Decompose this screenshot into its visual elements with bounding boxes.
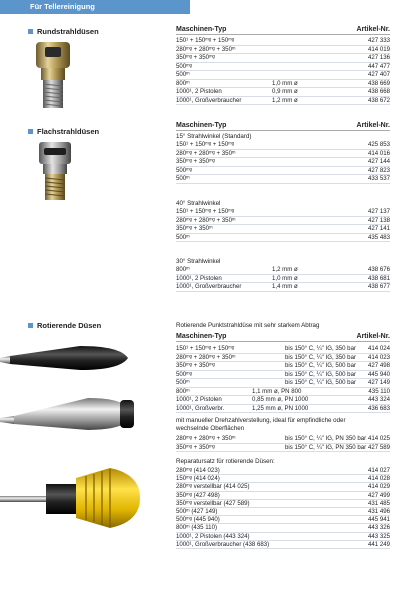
cell-c1: 1000¹, Großverbraucher bbox=[176, 96, 242, 104]
cell-c1: 800ᵐ (435 110) bbox=[176, 524, 217, 532]
table-row bbox=[176, 362, 390, 371]
cell-c1: 800ᵐ bbox=[176, 266, 190, 273]
article-number: 438 668 bbox=[367, 88, 390, 96]
cell-c2: 1,0 mm ø bbox=[272, 79, 298, 87]
table-row bbox=[176, 524, 390, 532]
article-number: 427 141 bbox=[367, 225, 390, 233]
article-number: 438 669 bbox=[367, 79, 390, 87]
cell-c1: 500ᵐᵍ bbox=[176, 370, 192, 378]
table-row bbox=[176, 54, 390, 63]
table-row bbox=[176, 167, 390, 176]
cell-c1: 800ᵐ bbox=[176, 79, 190, 87]
cell-c2: 1,4 mm ø bbox=[272, 283, 298, 291]
cell-c1: 500ᵐ bbox=[176, 175, 190, 183]
table-row bbox=[176, 533, 390, 541]
flat-nozzle-subtitle-30: 30° Strahlwinkel bbox=[176, 258, 221, 265]
table-row bbox=[176, 150, 390, 159]
bullet-square-icon bbox=[28, 323, 33, 328]
cell-c1: 280ᵐᵍ + 280ᵐᵍ + 350ᵐ bbox=[176, 353, 236, 361]
cell-c3: bis 150° C, ¼" IG, 500 bar bbox=[285, 370, 356, 378]
section-title-flat-nozzles: Flachstrahldüsen bbox=[28, 127, 99, 136]
table-row bbox=[176, 396, 390, 405]
article-number: 447 477 bbox=[367, 62, 390, 70]
cell-c1: 350ᵐᵍ + 350ᵐᵍ bbox=[176, 362, 215, 370]
table-row bbox=[176, 516, 390, 524]
cell-c1: 150ᵐᵍ (414 024) bbox=[176, 475, 220, 483]
flat-nozzle-subtitle-15: 15° Strahlwinkel (Standard) bbox=[176, 133, 252, 140]
cell-c1: 1000¹, 2 Pistolen bbox=[176, 396, 222, 404]
article-number: 427 499 bbox=[367, 491, 390, 499]
table-row bbox=[176, 234, 390, 243]
cell-c2: 0,9 mm ø bbox=[272, 88, 298, 96]
table-row bbox=[176, 266, 390, 275]
article-number: 414 019 bbox=[367, 45, 390, 53]
cell-c2: 1,0 mm ø bbox=[272, 274, 298, 282]
table-row bbox=[176, 88, 390, 97]
adjustable-speed-note: mit manueller Drehzahlverstellung, ideal für empfindliche oder wechselnde Oberflächen bbox=[176, 417, 346, 432]
cell-c1: 280ᵐᵍ (414 023) bbox=[176, 467, 220, 474]
flat-nozzle-subtitle-40: 40° Strahlwinkel bbox=[176, 200, 221, 207]
table-row bbox=[176, 158, 390, 167]
table-row bbox=[176, 225, 390, 234]
cell-c1: 350ᵐᵍ (427 498) bbox=[176, 491, 220, 499]
table-row bbox=[176, 379, 390, 388]
article-number: 427 407 bbox=[367, 71, 390, 79]
table-row bbox=[176, 475, 390, 483]
flat-nozzle-rows-15 bbox=[176, 141, 390, 184]
article-number: 435 110 bbox=[368, 387, 390, 395]
section-title-rotating-nozzles: Rotierende Düsen bbox=[28, 321, 101, 330]
cell-c1: 1000¹, 2 Pistolen (443 324) bbox=[176, 532, 250, 540]
table-row bbox=[176, 354, 390, 363]
article-number: 431 496 bbox=[367, 507, 390, 515]
table-row bbox=[176, 345, 390, 354]
cell-c3: bis 150° C, ¼" IG, PN 350 bar bbox=[285, 443, 367, 451]
cell-c1: 350ᵐᵍ + 350ᵐᵍ bbox=[176, 158, 215, 166]
article-number: 427 149 bbox=[367, 379, 390, 387]
rotating-nozzle-table-header: Maschinen-Typ Artikel-Nr. bbox=[176, 333, 390, 340]
article-number: 438 681 bbox=[367, 274, 390, 282]
article-number: 427 137 bbox=[367, 208, 390, 215]
article-number: 438 677 bbox=[367, 283, 390, 291]
article-number: 443 324 bbox=[367, 396, 390, 404]
article-number: 414 016 bbox=[367, 149, 390, 157]
cell-c3: bis 150° C, ¼" IG, 350 bar bbox=[285, 353, 356, 361]
table-row bbox=[176, 492, 390, 500]
table-row bbox=[176, 508, 390, 516]
article-number: 441 249 bbox=[367, 540, 390, 548]
article-number: 436 683 bbox=[367, 404, 390, 412]
adjustable-nozzle-rows bbox=[176, 435, 390, 452]
cell-c1: 500ᵐ bbox=[176, 233, 190, 241]
article-number: 438 672 bbox=[367, 96, 390, 104]
table-row bbox=[176, 63, 390, 72]
bullet-square-icon bbox=[28, 29, 33, 34]
round-nozzle-rows bbox=[176, 37, 390, 105]
cell-c1: 280ᵐᵍ + 280ᵐᵍ + 350ᵐ bbox=[176, 149, 236, 157]
cell-c1: 1000¹, Großverbr. bbox=[176, 404, 225, 412]
cell-c1: 500ᵐ bbox=[176, 379, 190, 387]
article-number: 425 853 bbox=[367, 141, 390, 148]
cell-c1: 500ᵐᵍ (445 940) bbox=[176, 516, 220, 524]
article-number: 443 325 bbox=[367, 532, 390, 540]
table-row bbox=[176, 175, 390, 184]
table-row bbox=[176, 388, 390, 397]
flat-nozzle-rows-40 bbox=[176, 208, 390, 242]
table-row bbox=[176, 541, 390, 549]
rotating-nozzles-image bbox=[0, 338, 140, 600]
table-row bbox=[176, 80, 390, 89]
cell-c1: 800ᵐ bbox=[176, 387, 190, 395]
cell-c1: 280ᵐᵍ + 280ᵐᵍ + 350ᵐ bbox=[176, 45, 236, 53]
table-row bbox=[176, 283, 390, 292]
article-number: 445 940 bbox=[367, 370, 390, 378]
table-row bbox=[176, 46, 390, 55]
article-number: 427 589 bbox=[367, 443, 390, 451]
cell-c3: bis 150° C, ¼" IG, 500 bar bbox=[285, 379, 356, 387]
flat-nozzle-rows-30 bbox=[176, 266, 390, 292]
cell-c1: 280ᵐᵍ verstellbar (414 025) bbox=[176, 483, 250, 491]
table-row bbox=[176, 405, 390, 414]
article-number: 414 027 bbox=[367, 467, 390, 474]
cell-c1: 350ᵐᵍ + 350ᵐ bbox=[176, 225, 213, 233]
article-number: 443 326 bbox=[367, 524, 390, 532]
article-number: 414 029 bbox=[367, 483, 390, 491]
table-row bbox=[176, 141, 390, 150]
table-row bbox=[176, 275, 390, 284]
round-nozzle-table-header: Maschinen-Typ Artikel-Nr. bbox=[176, 26, 390, 33]
article-number: 427 136 bbox=[367, 54, 390, 62]
table-row bbox=[176, 500, 390, 508]
article-number: 431 485 bbox=[367, 499, 390, 507]
cell-c2: 1,2 mm ø bbox=[272, 96, 298, 104]
table-row bbox=[176, 444, 390, 453]
cell-c1: 1000¹, 2 Pistolen bbox=[176, 274, 222, 282]
article-number: 427 823 bbox=[367, 166, 390, 174]
rotating-nozzle-rows bbox=[176, 345, 390, 413]
table-row bbox=[176, 371, 390, 380]
article-number: 445 941 bbox=[367, 516, 390, 524]
table-row bbox=[176, 71, 390, 80]
table-row bbox=[176, 97, 390, 106]
article-number: 414 025 bbox=[367, 435, 390, 442]
article-number: 438 676 bbox=[367, 266, 390, 273]
cell-c2: 1,25 mm ø, PN 1000 bbox=[252, 404, 309, 412]
article-number: 427 333 bbox=[367, 37, 390, 44]
rotating-nozzle-intro: Rotierende Punktstrahldüse mit sehr starkem Abtrag bbox=[176, 322, 320, 329]
cell-c1: 1000¹, Großverbraucher bbox=[176, 283, 242, 291]
cell-c1: 1000¹, 2 Pistolen bbox=[176, 88, 222, 96]
repair-kit-title: Reparatursatz für rotierende Düsen: bbox=[176, 458, 275, 465]
section-title-round-nozzles: Rundstrahldüsen bbox=[28, 27, 99, 36]
table-row bbox=[176, 467, 390, 475]
article-number: 427 498 bbox=[367, 362, 390, 370]
table-row bbox=[176, 435, 390, 444]
cell-c1: 500ᵐ (427 149) bbox=[176, 507, 218, 515]
cell-c1: 280ᵐᵍ + 280ᵐᵍ + 350ᵐ bbox=[176, 435, 236, 442]
article-number: 427 138 bbox=[367, 216, 390, 224]
cell-c2: 1,2 mm ø bbox=[272, 266, 298, 273]
category-banner: Für Tellereinigung bbox=[0, 0, 190, 14]
article-number: 414 024 bbox=[367, 345, 390, 352]
cell-c1: 1000¹, Großverbraucher (438 683) bbox=[176, 540, 270, 548]
cell-c1: 150¹ + 150ᵐᵍ + 150ᵐᵍ bbox=[176, 208, 234, 215]
article-number: 414 028 bbox=[367, 475, 390, 483]
cell-c1: 150¹ + 150ᵐᵍ + 150ᵐᵍ bbox=[176, 345, 234, 352]
cell-c1: 500ᵐᵍ bbox=[176, 166, 192, 174]
cell-c1: 350ᵐᵍ + 350ᵐᵍ bbox=[176, 54, 215, 62]
article-number: 435 483 bbox=[367, 233, 390, 241]
table-row bbox=[176, 208, 390, 217]
bullet-square-icon bbox=[28, 129, 33, 134]
repair-kit-rows bbox=[176, 467, 390, 549]
table-row bbox=[176, 483, 390, 491]
round-nozzle-image bbox=[30, 38, 76, 112]
table-row bbox=[176, 37, 390, 46]
cell-c1: 350ᵐᵍ verstellbar (427 589) bbox=[176, 499, 250, 507]
article-number: 427 144 bbox=[367, 158, 390, 166]
flat-nozzle-table-header: Maschinen-Typ Artikel-Nr. bbox=[176, 122, 390, 129]
cell-c1: 500ᵐᵍ bbox=[176, 62, 192, 70]
cell-c1: 500ᵐ bbox=[176, 71, 190, 79]
cell-c2: 0,85 mm ø, PN 1000 bbox=[252, 396, 309, 404]
flat-nozzle-image bbox=[32, 138, 78, 204]
cell-c1: 150¹ + 150ᵐᵍ + 150ᵐᵍ bbox=[176, 37, 234, 44]
article-number: 433 537 bbox=[367, 175, 390, 183]
article-number: 414 023 bbox=[367, 353, 390, 361]
cell-c3: bis 150° C, ¼" IG, PN 350 bar bbox=[285, 435, 367, 442]
cell-c1: 150¹ + 150ᵐᵍ + 150ᵐᵍ bbox=[176, 141, 234, 148]
cell-c1: 280ᵐᵍ + 280ᵐᵍ + 350ᵐ bbox=[176, 216, 236, 224]
cell-c3: bis 150° C, ¼" IG, 500 bar bbox=[285, 362, 356, 370]
cell-c1: 350ᵐᵍ + 350ᵐᵍ bbox=[176, 443, 215, 451]
table-row bbox=[176, 217, 390, 226]
cell-c3: bis 150° C, ¼" IG, 350 bar bbox=[285, 345, 356, 352]
cell-c2: 1,1 mm ø, PN 800 bbox=[252, 387, 302, 395]
